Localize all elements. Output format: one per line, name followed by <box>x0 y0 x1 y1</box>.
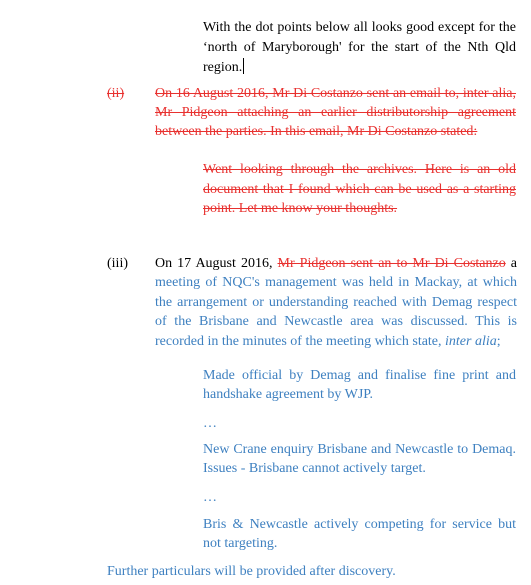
para-iii-inserted: meeting of NQC's management was held in Mackay, at which the arrangement or understanding reached with Demag respect of the Brisbane and Newcastle area was discussed. This is recorded in the minutes of the meeting which state, <box>155 275 517 349</box>
minutes-quote-2-text: New Crane enquiry Brisbane and Newcastle to Demaq. Issues - Brisbane cannot actively target. <box>203 442 516 476</box>
para-ii-number: (ii) <box>107 86 125 101</box>
top-quote-block[interactable] <box>203 18 516 78</box>
minutes-quote-3 <box>203 515 516 553</box>
para-iii-date: On 17 August 2016, <box>155 256 278 271</box>
closing-line-text: Further particulars will be provided after discovery. <box>107 564 396 579</box>
minutes-quote-2 <box>203 440 516 478</box>
para-iii-text <box>155 254 517 351</box>
minutes-ellipsis-2-text: … <box>203 490 217 505</box>
minutes-ellipsis-1 <box>203 414 516 433</box>
para-ii-text <box>155 84 516 142</box>
minutes-ellipsis-1-text: … <box>203 416 217 431</box>
para-iii-deleted: Mr Pidgeon sent an to Mr Di Costanzo <box>277 256 506 271</box>
text-cursor <box>243 58 244 74</box>
minutes-ellipsis-2 <box>203 488 516 507</box>
minutes-quote-1-text: Made official by Demag and finalise fine print and handshake agreement by WJP. <box>203 368 516 402</box>
para-ii-body: On 16 August 2016, Mr Di Costanzo sent an email to, inter alia, Mr Pidgeon attaching an earlier distributorship agreement between the parties. In this email, Mr Di Costanzo stated: <box>155 86 516 140</box>
minutes-quote-1 <box>203 366 516 404</box>
para-iii-inter-alia-suffix: ; <box>496 333 501 349</box>
para-iii-inter-alia: inter alia <box>445 333 497 349</box>
minutes-quote-3-text: Bris & Newcastle actively competing for service but not targeting. <box>203 517 516 551</box>
top-quote-text: With the dot points below all looks good except for the ‘north of Maryborough' for the start of the Nth Qld region. <box>203 20 516 75</box>
para-iii-number: (iii) <box>107 256 128 271</box>
para-ii-quote-text: Went looking through the archives. Here is an old document that I found which can be used as a starting point. Let me know your thoughts. <box>203 162 516 216</box>
para-ii-quote <box>203 160 516 219</box>
closing-line <box>107 562 517 581</box>
para-iii-article: a <box>505 256 517 271</box>
